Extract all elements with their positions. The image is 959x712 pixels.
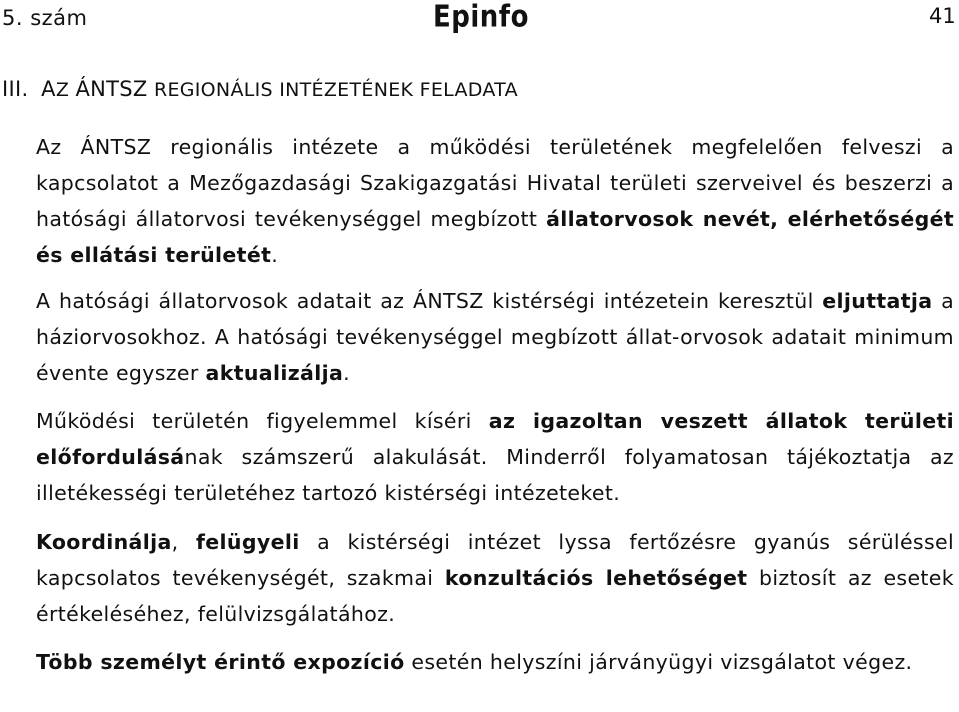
item-text: a kistérségi intézet lyssa fertőzésre gyanús sérüléssel kapcsolatos tevékenységét, szakmai — [36, 530, 954, 590]
item-emphasis: konzultációs lehetőséget — [444, 566, 748, 590]
list-item-2 — [2, 283, 954, 391]
item-emphasis: felügyeli — [196, 530, 300, 554]
item-text: . — [343, 361, 351, 385]
item-text: Működési területén figyelemmel kíséri — [36, 409, 489, 433]
item-emphasis: aktualizálja — [205, 361, 344, 385]
section-roman-numeral: III. — [2, 77, 29, 101]
item-number — [2, 283, 36, 319]
list-item-1 — [2, 129, 954, 273]
item-number — [2, 524, 36, 560]
item-emphasis: Koordinálja — [36, 530, 172, 554]
item-text: A hatósági állatorvosok adatait az ÁNTSZ kistérségi intézetein keresztül — [36, 289, 823, 313]
item-number — [2, 129, 36, 165]
section-title-initial: A — [41, 77, 56, 101]
section-title-smallcaps-a: Z — [55, 79, 76, 101]
section-title-smallcaps-b: REGIONÁLIS INTÉZETÉNEK FELADATA — [147, 79, 518, 101]
list-item-3 — [2, 403, 954, 511]
item-text: nak számszerű alakulását. Minderről folyamatosan tájékoztatja az illetékességi területéhez tartozó kistérségi intézeteket. — [36, 445, 954, 505]
page-number: 41 — [929, 4, 956, 28]
list-item-4 — [2, 524, 954, 632]
item-text: a háziorvosokhoz. A hatósági tevékenységgel megbízott állat-orvosok adatait minimum évente egyszer — [36, 289, 955, 385]
item-emphasis: állatorvosok nevét, elérhetőségét és ellátási területét — [36, 207, 954, 267]
issue-number: 5. szám — [2, 6, 88, 30]
item-text: Az ÁNTSZ regionális intézete a működési területének megfelelően felveszi a kapcsolatot a Mezőgazdasági Szakigazgatási Hivatal területi szerveivel és beszerzi a hatósági állatorvosi tevékenységgel megbízott — [36, 135, 954, 231]
section-title-antsz: ÁNTSZ — [75, 77, 148, 101]
item-emphasis: eljuttatja — [822, 289, 933, 313]
list-item-5 — [2, 644, 954, 680]
item-number — [2, 403, 36, 439]
item-text: , — [171, 530, 197, 554]
item-number — [2, 644, 36, 680]
epinfo-logo: Epinfo — [433, 0, 529, 35]
item-text: biztosít az esetek értékeléséhez, felülvizsgálatához. — [36, 566, 954, 626]
item-emphasis: Több személyt érintő expozíció — [36, 650, 405, 674]
item-text: . — [271, 243, 279, 267]
item-emphasis: az igazoltan veszett állatok területi előfordulásá — [36, 409, 954, 469]
section-title — [2, 77, 518, 101]
item-text: esetén helyszíni járványügyi vizsgálatot végez. — [404, 650, 913, 674]
page-header — [0, 0, 959, 42]
